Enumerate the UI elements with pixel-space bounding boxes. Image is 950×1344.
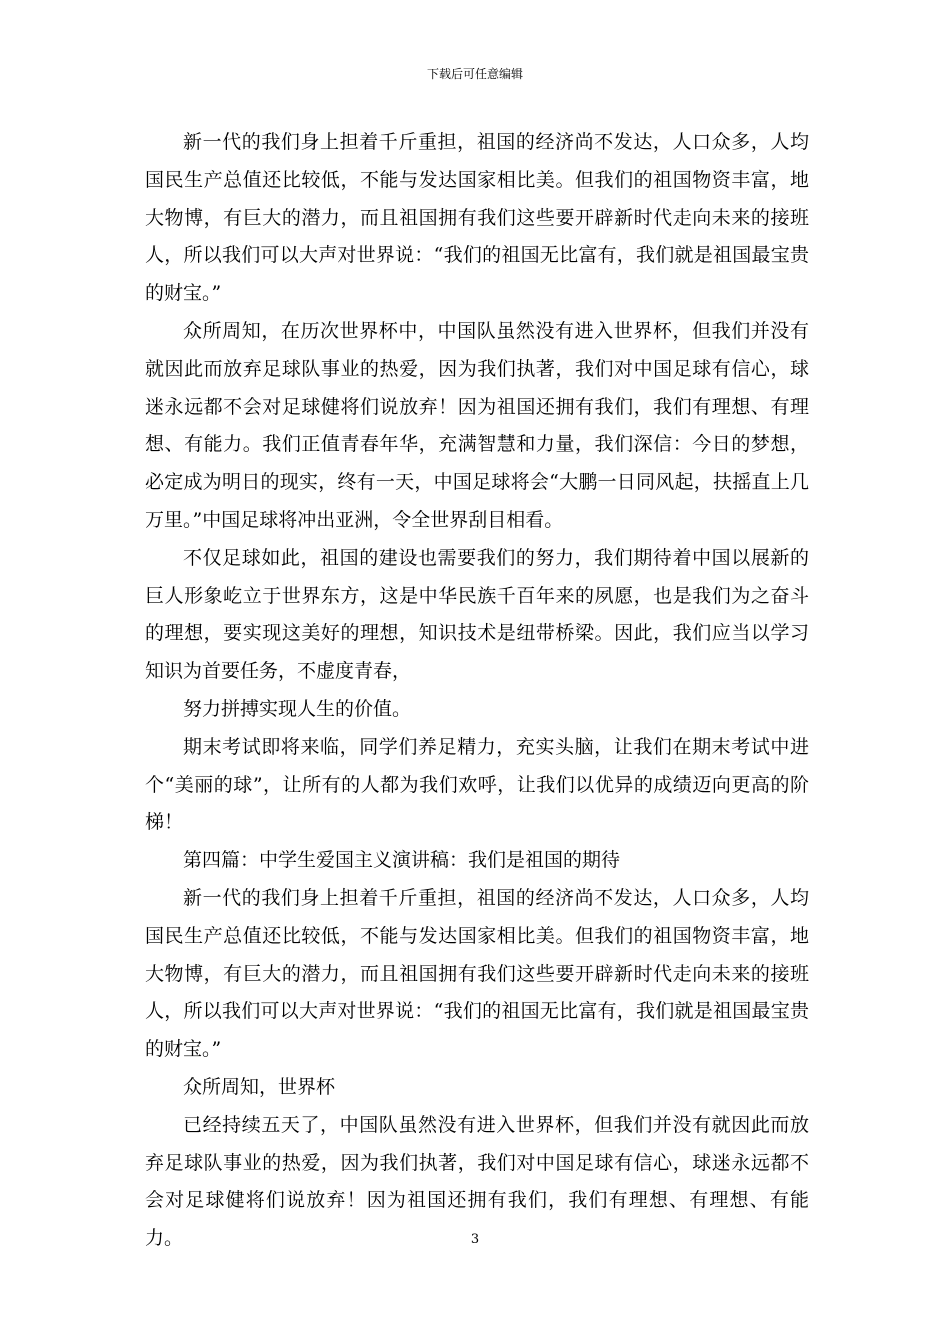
page-header: 下载后可任意编辑 [426,67,523,81]
paragraph-6: 新一代的我们身上担着千斤重担，祖国的经济尚不发达，人口众多，人均国民生产总值还比较低，不能与发达国家相比美。但我们的祖国物资丰富，地大物博，有巨大的潜力，而且祖国拥有我们这些要开辟新时代走向未来的接班人，所以我们可以大声对世界说：“我们的祖国无比富有，我们就是祖国最宝贵的财宝。” [145,886,809,1061]
paragraph-4: 努力拼搏实现人生的价值。 [183,697,412,720]
paragraph-1: 新一代的我们身上担着千斤重担，祖国的经济尚不发达，人口众多，人均国民生产总值还比较低，不能与发达国家相比美。但我们的祖国物资丰富，地大物博，有巨大的潜力，而且祖国拥有我们这些要开辟新时代走向未来的接班人，所以我们可以大声对世界说：“我们的祖国无比富有，我们就是祖国最宝贵的财宝。” [145,131,809,305]
paragraph-3: 不仅足球如此，祖国的建设也需要我们的努力，我们期待着中国以展新的巨人形象屹立于世界东方，这是中华民族千百年来的夙愿，也是我们为之奋斗的理想，要实现这美好的理想，知识技术是纽带桥梁。因此，我们应当以学习知识为首要任务，不虚度青春， [145,546,809,683]
paragraph-7: 众所周知，世界杯 [183,1075,336,1098]
paragraph-8: 已经持续五天了，中国队虽然没有进入世界杯，但我们并没有就因此而放弃足球队事业的热爱，因为我们执著，我们对中国足球有信心，球迷永远都不会对足球健将们说放弃！因为祖国还拥有我们，我们有理想、有理想、有能力。 [145,1113,809,1250]
page-number: 3 [470,1232,480,1247]
paragraph-2: 众所周知，在历次世界杯中，中国队虽然没有进入世界杯，但我们并没有就因此而放弃足球队事业的热爱，因为我们执著，我们对中国足球有信心，球迷永远都不会对足球健将们说放弃！因为祖国还拥有我们，我们有理想、有理想、有能力。我们正值青春年华，充满智慧和力量，我们深信：今日的梦想，必定成为明日的现实，终有一天，中国足球将会“大鹏一日同风起，扶摇直上几万里。”中国足球将冲出亚洲，令全世界刮目相看。 [145,319,809,531]
paragraph-5: 期末考试即将来临，同学们养足精力，充实头脑，让我们在期末考试中进个“美丽的球”，让所有的人都为我们欢呼，让我们以优异的成绩迈向更高的阶梯！ [145,735,809,834]
section-heading: 第四篇：中学生爱国主义演讲稿：我们是祖国的期待 [183,849,621,872]
document-body [145,124,809,1258]
